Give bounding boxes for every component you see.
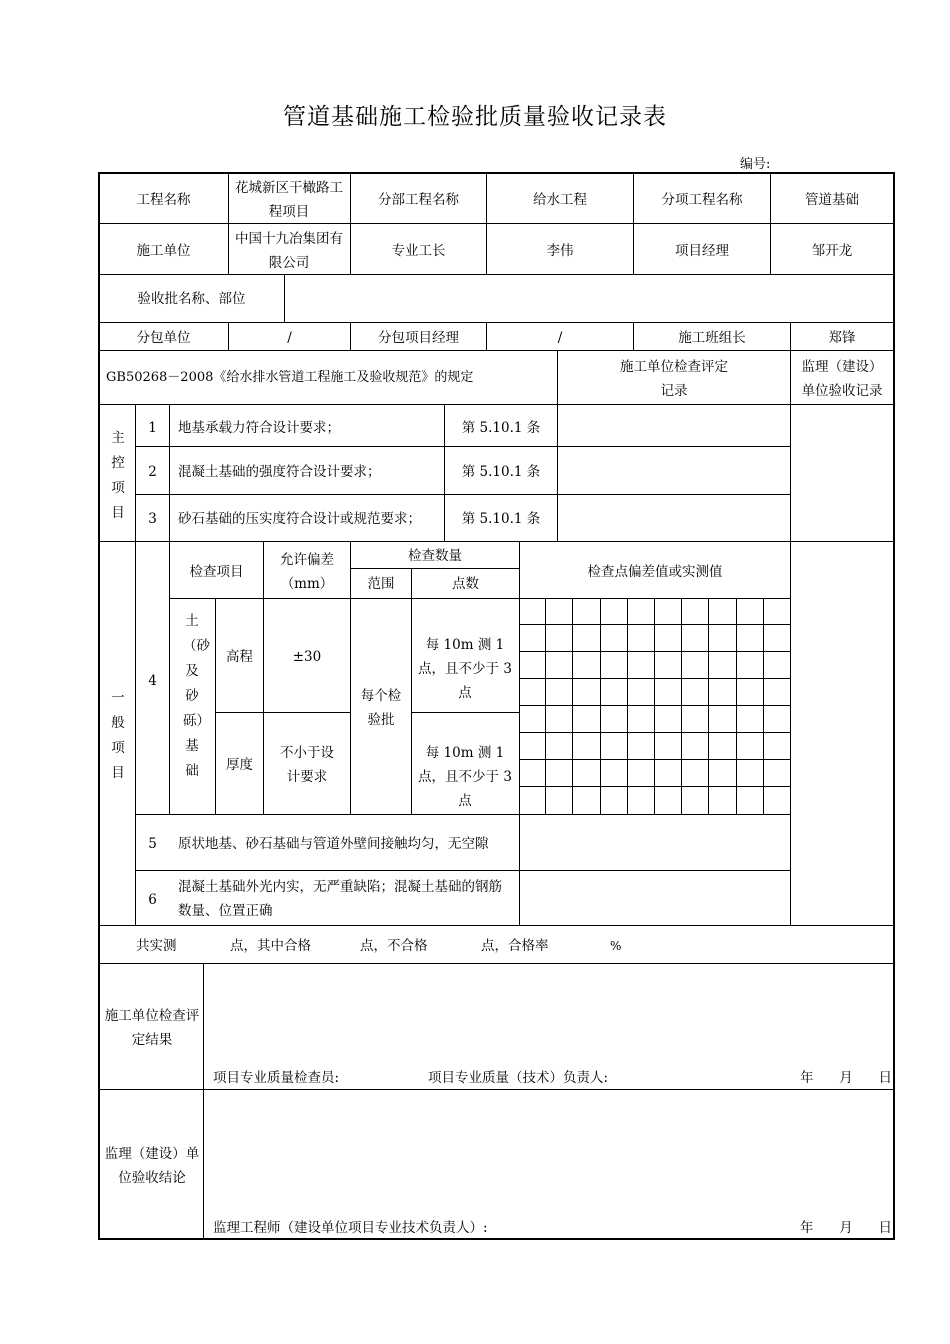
summary-measured: 共实测 [136, 938, 177, 954]
item6-text: 混凝土基础外光内实，无严重缺陷；混凝土基础的钢筋数量、位置正确 [178, 879, 502, 919]
sub-division-value: 给水工程 [533, 192, 587, 208]
constructor-value: 中国十九冶集团有限公司 [235, 231, 343, 271]
main-item-no: 3 [148, 511, 157, 527]
spec-standard: GB50268－2008《给水排水管道工程施工及验收规范》的规定 [106, 370, 474, 385]
summary-percent: % [610, 939, 622, 953]
team-leader-label: 施工班组长 [678, 330, 746, 346]
subcontractor-value: / [287, 330, 292, 346]
range-value: 每个检验批 [360, 688, 402, 728]
sub-pm-label: 分包项目经理 [378, 330, 459, 346]
serial-label: 编号: [740, 157, 771, 172]
pm-value: 邹开龙 [811, 243, 853, 259]
constructor-check-header: 施工单位检查评定记录 [620, 359, 728, 399]
col-quantity: 检查数量 [408, 548, 462, 564]
supervisor-engineer-label: 监理工程师（建设单位项目专业技术负责人）: [213, 1220, 488, 1236]
sub-pm-value: / [557, 330, 563, 346]
thickness-points: 每 10m 测 1 点，且不少于 3 点 [418, 745, 512, 809]
elevation-label: 高程 [226, 649, 253, 665]
item5-no: 5 [148, 836, 157, 852]
team-leader-value: 郑锋 [828, 330, 856, 346]
constructor-result-label: 施工单位检查评定结果 [104, 1008, 200, 1048]
page-title: 管道基础施工检验批质量验收记录表 [283, 104, 667, 130]
foreman-label: 专业工长 [391, 243, 446, 259]
thickness-label: 厚度 [226, 757, 253, 773]
main-item-clause: 第 5.10.1 条 [461, 511, 541, 527]
main-item-no: 1 [148, 420, 157, 436]
main-item-text: 地基承载力符合设计要求； [178, 420, 340, 436]
supervisor-result-label: 监理（建设）单位验收结论 [104, 1146, 200, 1186]
main-item-text: 混凝土基础的强度符合设计要求； [178, 464, 381, 480]
measurement-grid[interactable] [519, 598, 791, 814]
main-item-clause: 第 5.10.1 条 [461, 420, 541, 436]
thickness-tolerance: 不小于设计要求 [280, 745, 334, 785]
main-items-label: 主控项目 [111, 430, 125, 521]
item4-group: 土（砂及砂砾）基础 [183, 613, 210, 779]
sub-item-value: 管道基础 [805, 192, 859, 208]
main-item-no: 2 [148, 464, 157, 480]
tech-lead-label: 项目专业质量（技术）负责人: [428, 1070, 609, 1086]
project-name-value: 花城新区干橄路工程项目 [235, 180, 343, 220]
subcontractor-label: 分包单位 [136, 330, 191, 346]
sub-item-label: 分项工程名称 [661, 192, 743, 208]
batch-label: 验收批名称、部位 [137, 291, 246, 307]
col-tolerance: 允许偏差（mm） [280, 552, 334, 592]
constructor-label: 施工单位 [136, 243, 191, 259]
item4-no: 4 [148, 673, 157, 689]
col-points: 点数 [452, 576, 479, 592]
col-range: 范围 [367, 576, 395, 592]
foreman-value: 李伟 [546, 243, 574, 259]
date-line-2: 年 月 日 [800, 1220, 892, 1236]
general-items-label: 一般项目 [111, 690, 125, 781]
pm-label: 项目经理 [675, 243, 729, 259]
summary-points-bad: 点，不合格 [360, 938, 428, 954]
summary-points-rate: 点，合格率 [481, 938, 549, 954]
main-item-text: 砂石基础的压实度符合设计或规范要求； [178, 511, 421, 527]
summary-points-ok: 点，其中合格 [230, 938, 311, 954]
elevation-tolerance: ±30 [292, 649, 322, 665]
item6-no: 6 [148, 892, 157, 908]
item5-text: 原状地基、砂石基础与管道外壁间接触均匀，无空隙 [178, 836, 489, 852]
date-line-1: 年 月 日 [800, 1070, 892, 1086]
supervisor-check-header: 监理（建设）单位验收记录 [801, 359, 883, 399]
main-item-clause: 第 5.10.1 条 [461, 464, 541, 480]
col-measured: 检查点偏差值或实测值 [587, 564, 723, 580]
project-name-label: 工程名称 [136, 192, 191, 208]
col-check-item: 检查项目 [189, 564, 244, 580]
sub-division-label: 分部工程名称 [378, 192, 459, 208]
elevation-points: 每 10m 测 1 点，且不少于 3 点 [418, 637, 512, 701]
inspector-label: 项目专业质量检查员: [213, 1070, 340, 1086]
